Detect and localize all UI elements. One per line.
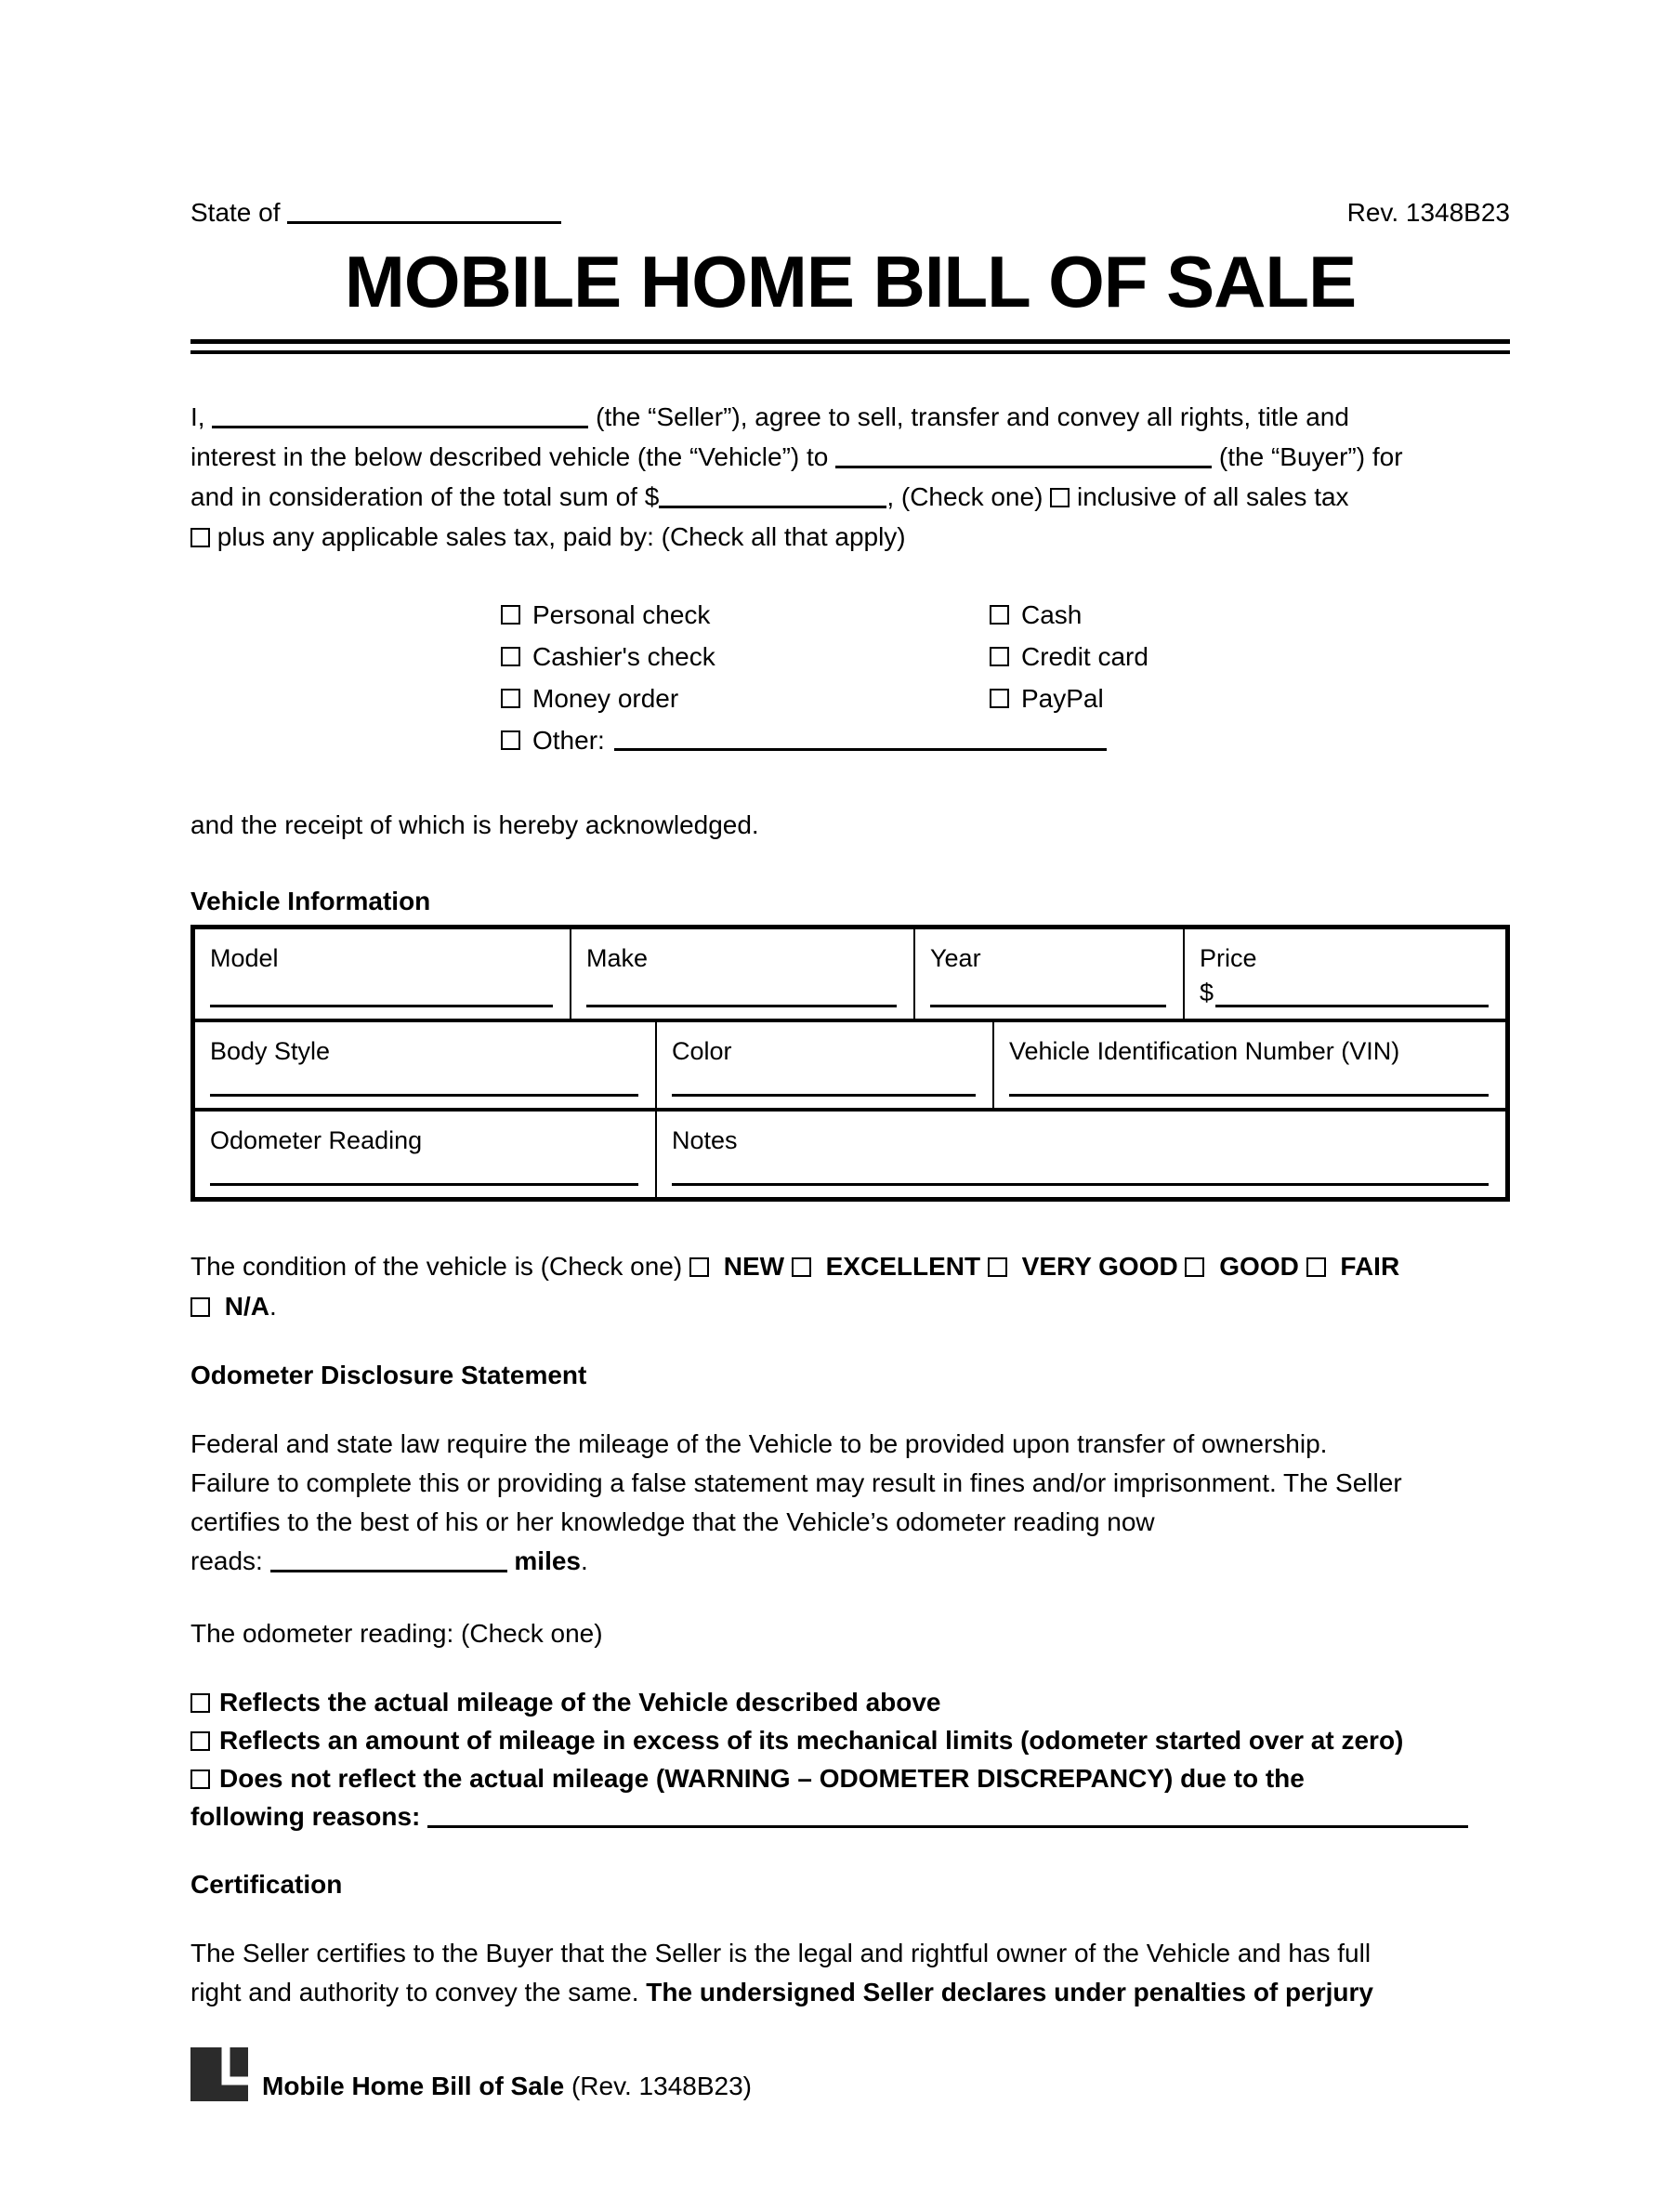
intro-line-1 xyxy=(190,397,1510,437)
body-style-label: Body Style xyxy=(210,1037,331,1065)
table-row xyxy=(195,1108,1505,1197)
certification-line-1: The Seller certifies to the Buyer that the Seller is the legal and rightful owner of the Vehicle and has full xyxy=(190,1939,1372,1967)
state-of-label: State of xyxy=(190,198,281,227)
other-payment-field[interactable] xyxy=(614,730,1107,751)
document-title: MOBILE HOME BILL OF SALE xyxy=(344,241,1357,322)
intro-paragraph xyxy=(190,397,1510,557)
price-cell xyxy=(1183,929,1505,1019)
intro-text: interest in the below described vehicle (the “Vehicle”) to xyxy=(190,442,829,471)
notes-label: Notes xyxy=(672,1126,738,1154)
list-item xyxy=(190,1683,1510,1721)
odometer-miles-field[interactable] xyxy=(270,1552,507,1572)
notes-cell xyxy=(655,1112,1505,1197)
certification-body xyxy=(190,1934,1510,2012)
revision-label: Rev. 1348B23 xyxy=(1346,198,1510,227)
condition-excellent-checkbox[interactable] xyxy=(792,1257,811,1277)
intro-text: (the “Buyer”) for xyxy=(1218,442,1403,471)
receipt-acknowledgment: and the receipt of which is hereby acknowledged. xyxy=(190,810,759,839)
condition-good-label: GOOD xyxy=(1219,1252,1299,1281)
model-label: Model xyxy=(210,944,279,972)
condition-na-checkbox[interactable] xyxy=(190,1297,210,1317)
table-row xyxy=(195,929,1505,1019)
state-of-line xyxy=(190,198,561,228)
odometer-discrepancy-checkbox[interactable] xyxy=(190,1769,210,1789)
list-item xyxy=(501,719,1510,761)
page-footer xyxy=(190,2047,1510,2101)
vehicle-info-table xyxy=(190,925,1510,1202)
list-item xyxy=(190,1721,1510,1759)
certification-text: right and authority to convey the same. xyxy=(190,1978,639,2006)
payment-methods-list xyxy=(190,594,1510,761)
vin-cell xyxy=(992,1022,1505,1108)
certification-heading: Certification xyxy=(190,1870,343,1899)
odometer-body-line-3: certifies to the best of his or her knowledge that the Vehicle’s odometer reading now xyxy=(190,1507,1155,1536)
personal-check-label: Personal check xyxy=(532,599,711,629)
odometer-disclosure-heading: Odometer Disclosure Statement xyxy=(190,1361,587,1389)
odometer-body-line-1: Federal and state law require the mileage of the Vehicle to be provided upon transfer of ownership. xyxy=(190,1429,1328,1458)
model-field[interactable] xyxy=(210,1005,553,1007)
cash-checkbox[interactable] xyxy=(990,605,1009,625)
color-cell xyxy=(655,1022,992,1108)
model-cell xyxy=(195,929,570,1019)
price-field-row xyxy=(1200,979,1489,1007)
state-name-field[interactable] xyxy=(287,204,561,224)
cash-label: Cash xyxy=(1021,599,1083,629)
color-field[interactable] xyxy=(672,1094,976,1097)
condition-excellent-label: EXCELLENT xyxy=(825,1252,981,1281)
money-order-label: Money order xyxy=(532,683,679,713)
body-style-field[interactable] xyxy=(210,1094,638,1097)
credit-card-label: Credit card xyxy=(1021,641,1148,671)
condition-new-label: NEW xyxy=(723,1252,785,1281)
intro-line-3 xyxy=(190,477,1510,517)
year-label: Year xyxy=(930,944,981,972)
body-style-cell xyxy=(195,1022,655,1108)
personal-check-checkbox[interactable] xyxy=(501,605,520,625)
condition-fair-label: FAIR xyxy=(1340,1252,1400,1281)
footer-doc-name: Mobile Home Bill of Sale xyxy=(262,2072,565,2100)
odometer-disclosure-body xyxy=(190,1425,1510,1581)
paypal-label: PayPal xyxy=(1021,683,1104,713)
year-cell xyxy=(913,929,1183,1019)
inclusive-sales-tax-label: inclusive of all sales tax xyxy=(1076,482,1349,511)
condition-fair-checkbox[interactable] xyxy=(1306,1257,1326,1277)
odometer-reading-label: Odometer Reading xyxy=(210,1126,423,1154)
inclusive-sales-tax-checkbox[interactable] xyxy=(1050,488,1070,507)
intro-line-2 xyxy=(190,437,1510,477)
color-label: Color xyxy=(672,1037,732,1065)
odometer-options-list xyxy=(190,1683,1510,1835)
table-row xyxy=(195,1019,1505,1108)
seller-name-field[interactable] xyxy=(212,408,588,428)
condition-very-good-label: VERY GOOD xyxy=(1021,1252,1178,1281)
money-order-checkbox[interactable] xyxy=(501,689,520,708)
following-reasons-label: following reasons: xyxy=(190,1802,421,1831)
miles-period: . xyxy=(581,1546,588,1575)
make-field[interactable] xyxy=(586,1005,897,1007)
credit-card-checkbox[interactable] xyxy=(990,647,1009,666)
plus-sales-tax-label: plus any applicable sales tax, paid by: (Check all that apply) xyxy=(217,522,906,551)
condition-na-label: N/A xyxy=(224,1292,270,1321)
make-label: Make xyxy=(586,944,649,972)
price-field[interactable] xyxy=(1215,985,1489,1007)
reflects-actual-mileage-label: Reflects the actual mileage of the Vehicle described above xyxy=(219,1688,941,1717)
make-cell xyxy=(570,929,913,1019)
exceeds-mechanical-limits-checkbox[interactable] xyxy=(190,1731,210,1751)
reflects-actual-mileage-checkbox[interactable] xyxy=(190,1693,210,1713)
title-rule xyxy=(190,339,1510,354)
other-payment-label: Other: xyxy=(532,725,605,755)
intro-text: and in consideration of the total sum of $ xyxy=(190,482,660,511)
intro-text: , (Check one) xyxy=(886,482,1043,511)
condition-new-checkbox[interactable] xyxy=(689,1257,709,1277)
discrepancy-reasons-field[interactable] xyxy=(427,1808,1468,1828)
cashiers-check-checkbox[interactable] xyxy=(501,647,520,666)
sale-amount-field[interactable] xyxy=(659,488,886,508)
list-item xyxy=(990,594,1148,636)
condition-prefix: The condition of the vehicle is (Check one) xyxy=(190,1252,683,1281)
list-item xyxy=(190,1759,1510,1797)
footer-text xyxy=(262,2072,752,2101)
plus-sales-tax-checkbox[interactable] xyxy=(190,528,210,547)
list-item xyxy=(990,636,1148,678)
condition-period: . xyxy=(269,1292,277,1321)
odometer-discrepancy-label: Does not reflect the actual mileage (WARNING – ODOMETER DISCREPANCY) due to the xyxy=(219,1764,1305,1793)
page-header xyxy=(190,0,1510,228)
other-payment-checkbox[interactable] xyxy=(501,730,520,750)
year-field[interactable] xyxy=(930,1005,1166,1007)
paypal-checkbox[interactable] xyxy=(990,689,1009,708)
condition-very-good-checkbox[interactable] xyxy=(988,1257,1007,1277)
condition-line-2 xyxy=(190,1286,1510,1326)
certification-bold-text: The undersigned Seller declares under penalties of perjury xyxy=(646,1978,1373,2006)
intro-text: I, xyxy=(190,402,205,431)
list-item-continuation xyxy=(190,1797,1510,1835)
vin-label: Vehicle Identification Number (VIN) xyxy=(1009,1037,1400,1065)
reads-label: reads: xyxy=(190,1546,263,1575)
certification-line-2 xyxy=(190,1973,1510,2012)
vehicle-info-heading: Vehicle Information xyxy=(190,887,431,915)
list-item xyxy=(990,678,1148,719)
intro-text: (the “Seller”), agree to sell, transfer and convey all rights, title and xyxy=(596,402,1349,431)
price-label: Price xyxy=(1200,944,1257,972)
exceeds-mechanical-limits-label: Reflects an amount of mileage in excess of its mechanical limits (odometer started over at zero) xyxy=(219,1726,1404,1755)
odometer-body-line-2: Failure to complete this or providing a false statement may result in fines and/or imprisonment. The Seller xyxy=(190,1468,1402,1497)
odometer-body-line-4 xyxy=(190,1542,1510,1581)
condition-line-1 xyxy=(190,1246,1510,1286)
payment-methods-right-column xyxy=(990,594,1148,719)
condition-paragraph xyxy=(190,1246,1510,1326)
odometer-reading-prompt: The odometer reading: (Check one) xyxy=(190,1619,603,1648)
odometer-reading-table-field[interactable] xyxy=(210,1183,638,1186)
condition-good-checkbox[interactable] xyxy=(1185,1257,1204,1277)
currency-symbol: $ xyxy=(1200,979,1214,1006)
legal-templates-logo xyxy=(190,2047,248,2101)
cashiers-check-label: Cashier's check xyxy=(532,641,715,671)
footer-rev: (Rev. 1348B23) xyxy=(571,2072,752,2100)
buyer-name-field[interactable] xyxy=(835,448,1212,468)
intro-line-4 xyxy=(190,517,1510,557)
vin-field[interactable] xyxy=(1009,1094,1489,1097)
notes-field[interactable] xyxy=(672,1183,1489,1186)
odometer-reading-cell xyxy=(195,1112,655,1197)
miles-label: miles xyxy=(514,1546,581,1575)
